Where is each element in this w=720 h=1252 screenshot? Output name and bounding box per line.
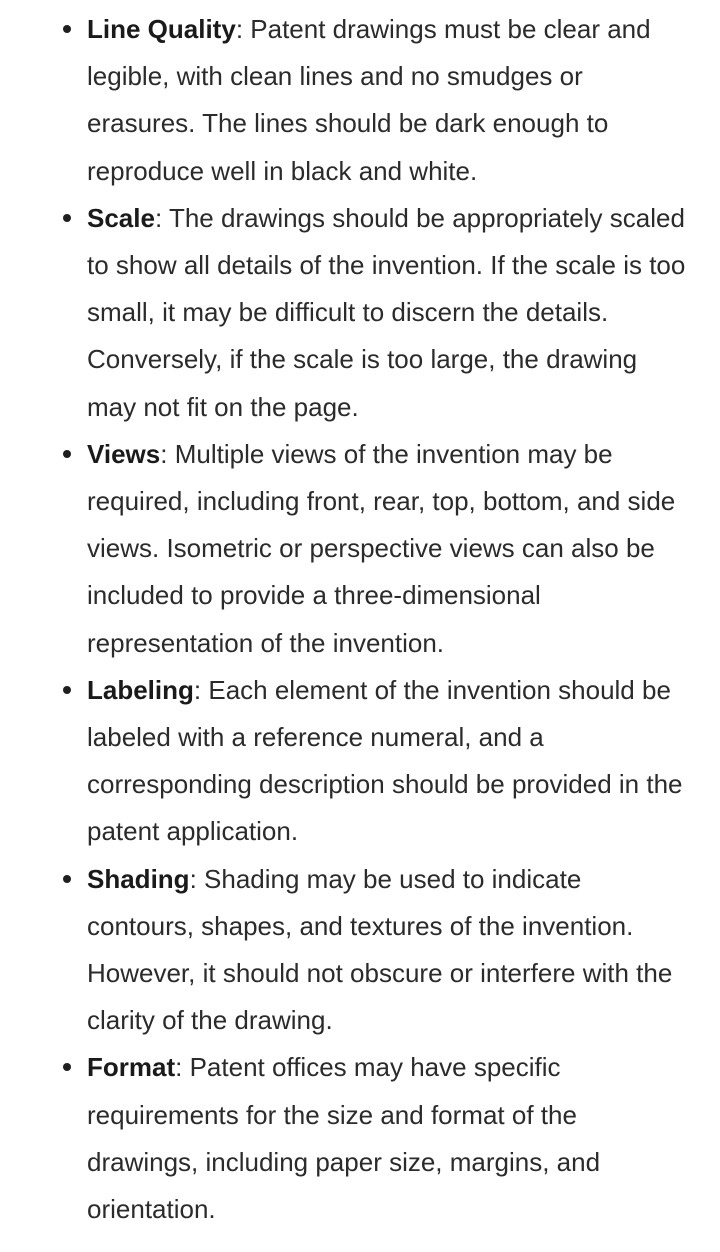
- item-separator: :: [235, 14, 244, 44]
- item-term: Line Quality: [87, 14, 236, 44]
- item-text: Patent drawings must be clear and legible, with clean lines and no smudges or erasures. The lines should be dark enough to reproduce well in black and white.: [87, 14, 651, 186]
- bullet-icon: [63, 450, 71, 458]
- item-text: The drawings should be appropriately scaled to show all details of the invention. If the scale is too small, it may be difficult to discern the details. Conversely, if the scale is too large, the drawing may not fit on the page.: [87, 202, 686, 422]
- item-text: Each element of the invention should be labeled with a reference numeral, and a corresponding description should be provided in the patent application.: [87, 674, 683, 847]
- item-separator: :: [189, 863, 197, 894]
- list-item-shading: [87, 856, 687, 1045]
- item-text: Multiple views of the invention may be required, including front, rear, top, bottom, and side views. Isometric or perspective views can also be included to provide a three-dimensional representation of the invention.: [87, 438, 676, 658]
- item-term: Views: [87, 438, 161, 469]
- item-separator: :: [175, 1052, 183, 1083]
- item-term: Labeling: [87, 674, 194, 705]
- bullet-icon: [63, 25, 71, 33]
- item-separator: :: [154, 202, 163, 233]
- item-text: Shading may be used to indicate contours, shapes, and textures of the invention. However, it should not obscure or interfere with the clarity of the drawing.: [87, 863, 673, 1036]
- item-term: Scale: [87, 202, 155, 233]
- requirements-list: [0, 6, 720, 1233]
- list-item-views: [87, 431, 687, 667]
- item-separator: :: [160, 438, 168, 469]
- item-text: Patent offices may have specific requirements for the size and format of the drawings, including paper size, margins, and orientation.: [87, 1052, 601, 1225]
- bullet-icon: [63, 686, 71, 694]
- list-item-format: [87, 1044, 687, 1233]
- list-item-labeling: [87, 667, 687, 856]
- list-item-scale: [87, 195, 687, 431]
- bullet-icon: [63, 875, 71, 883]
- list-item-line-quality: [87, 6, 687, 195]
- item-term: Shading: [87, 863, 190, 894]
- item-separator: :: [193, 674, 202, 705]
- bullet-icon: [63, 214, 71, 222]
- bullet-icon: [63, 1063, 71, 1071]
- item-term: Format: [87, 1052, 176, 1083]
